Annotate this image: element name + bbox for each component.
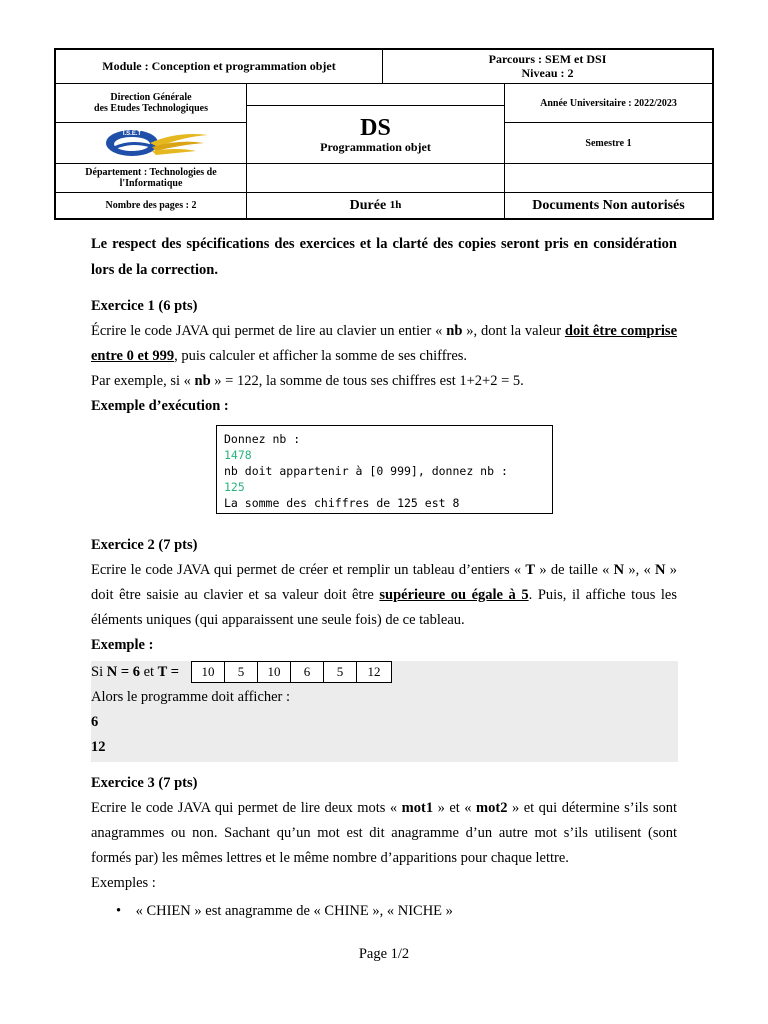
ex1-statement: Écrire le code JAVA qui permet de lire au clavier un entier « nb », dont la valeur doit être comprise entre 0 et 999, puis calculer et afficher la somme de ses chiffres.: [91, 323, 678, 364]
documents-label: Documents Non autorisés: [532, 197, 685, 213]
console-line: nb doit appartenir à [0 999], donnez nb :: [224, 464, 508, 478]
example-output: 12: [91, 739, 106, 755]
exam-title-cell: [247, 106, 504, 163]
array-cell: 10: [192, 662, 225, 682]
pages-label: Nombre des pages : 2: [105, 200, 197, 211]
ex3-bullet: [116, 900, 453, 922]
iset-logo: [92, 125, 210, 161]
example-alors: Alors le programme doit afficher :: [91, 689, 291, 705]
console-line: La somme des chiffres de 125 est 8: [224, 496, 460, 510]
array-T: [191, 661, 392, 683]
array-cell: 10: [258, 662, 291, 682]
annee-label: Année Universitaire : 2022/2023: [540, 97, 677, 109]
array-cell: 6: [291, 662, 324, 682]
direction-cell: [56, 84, 246, 122]
ex3-title: Exercice 3 (7 pts): [91, 775, 198, 791]
ex1-title: Exercice 1 (6 pts): [91, 298, 198, 314]
example-output: 6: [91, 714, 99, 730]
ex2-statement: Ecrire le code JAVA qui permet de créer et remplir un tableau d’entiers « T » de taille « N », « N » doit être saisie au clavier et sa valeur doit être supérieure ou égale à 5. Puis, il affiche tous les éléments uniques (qui apparaissent une seule fois) de ce tableau.: [91, 562, 678, 628]
example-si: Si N = 6 et T =: [91, 664, 179, 680]
exercise-2: [91, 533, 677, 658]
departement-line2: l'Informatique: [119, 178, 183, 189]
ex2-example-title: Exemple :: [91, 637, 154, 653]
ex3-statement: Ecrire le code JAVA qui permet de lire deux mots « mot1 » et « mot2 » et qui détermine s’ils sont anagrammes ou non. Sachant qu’un mot est dit anagramme d’un autre mot s’ils utilisent (sont formés par) les mêmes lettres et le même nombre d’apparitions pour chaque lettre.: [91, 800, 678, 866]
parcours-cell: [383, 50, 712, 83]
module-label: Module : Conception et programmation objet: [102, 58, 336, 73]
departement-cell: [56, 164, 246, 192]
logo-cell: [56, 123, 246, 163]
bullet-icon: •: [116, 903, 122, 919]
array-cell: 5: [225, 662, 258, 682]
departement-line1: Département : Technologies de: [85, 167, 217, 178]
direction-line1: Direction Générale: [110, 92, 192, 103]
duree-value: 1h: [389, 199, 402, 212]
exercise-1: [91, 294, 677, 419]
exam-header-table: [54, 48, 714, 220]
ex2-title: Exercice 2 (7 pts): [91, 537, 198, 553]
duree-cell: [247, 193, 504, 218]
exam-title: DS: [360, 114, 391, 141]
ex1-exec-title: Exemple d’exécution :: [91, 398, 229, 414]
bullet-text: « CHIEN » est anagramme de « CHINE », « NICHE »: [135, 903, 453, 919]
page-number: Page 1/2: [358, 946, 410, 962]
ex1-example: Par exemple, si « nb » = 122, la somme de tous ses chiffres est 1+2+2 = 5.: [91, 373, 524, 389]
niveau-label: Niveau : 2: [521, 65, 574, 80]
direction-line2: des Etudes Technologiques: [94, 103, 208, 114]
duree-label: Durée: [349, 197, 387, 213]
logo-text: I.S.E.T: [122, 131, 142, 137]
console-input: 1478: [224, 448, 252, 462]
console-input: 125: [224, 480, 245, 494]
console-output: [216, 425, 553, 514]
array-cell: 12: [367, 664, 381, 679]
intro-text: Le respect des spécifications des exercices et la clarté des copies seront pris en considération lors de la correction.: [91, 236, 677, 278]
intro-paragraph: [91, 231, 677, 283]
exam-subtitle: Programmation objet: [320, 139, 431, 154]
console-line: Donnez nb :: [224, 432, 301, 446]
array-cell: 5: [324, 662, 357, 682]
parcours-label: Parcours : SEM et DSI: [488, 52, 607, 67]
exercise-3: [91, 771, 677, 896]
semestre-label: Semestre 1: [585, 137, 632, 149]
ex3-examples-title: Exemples :: [91, 875, 156, 891]
